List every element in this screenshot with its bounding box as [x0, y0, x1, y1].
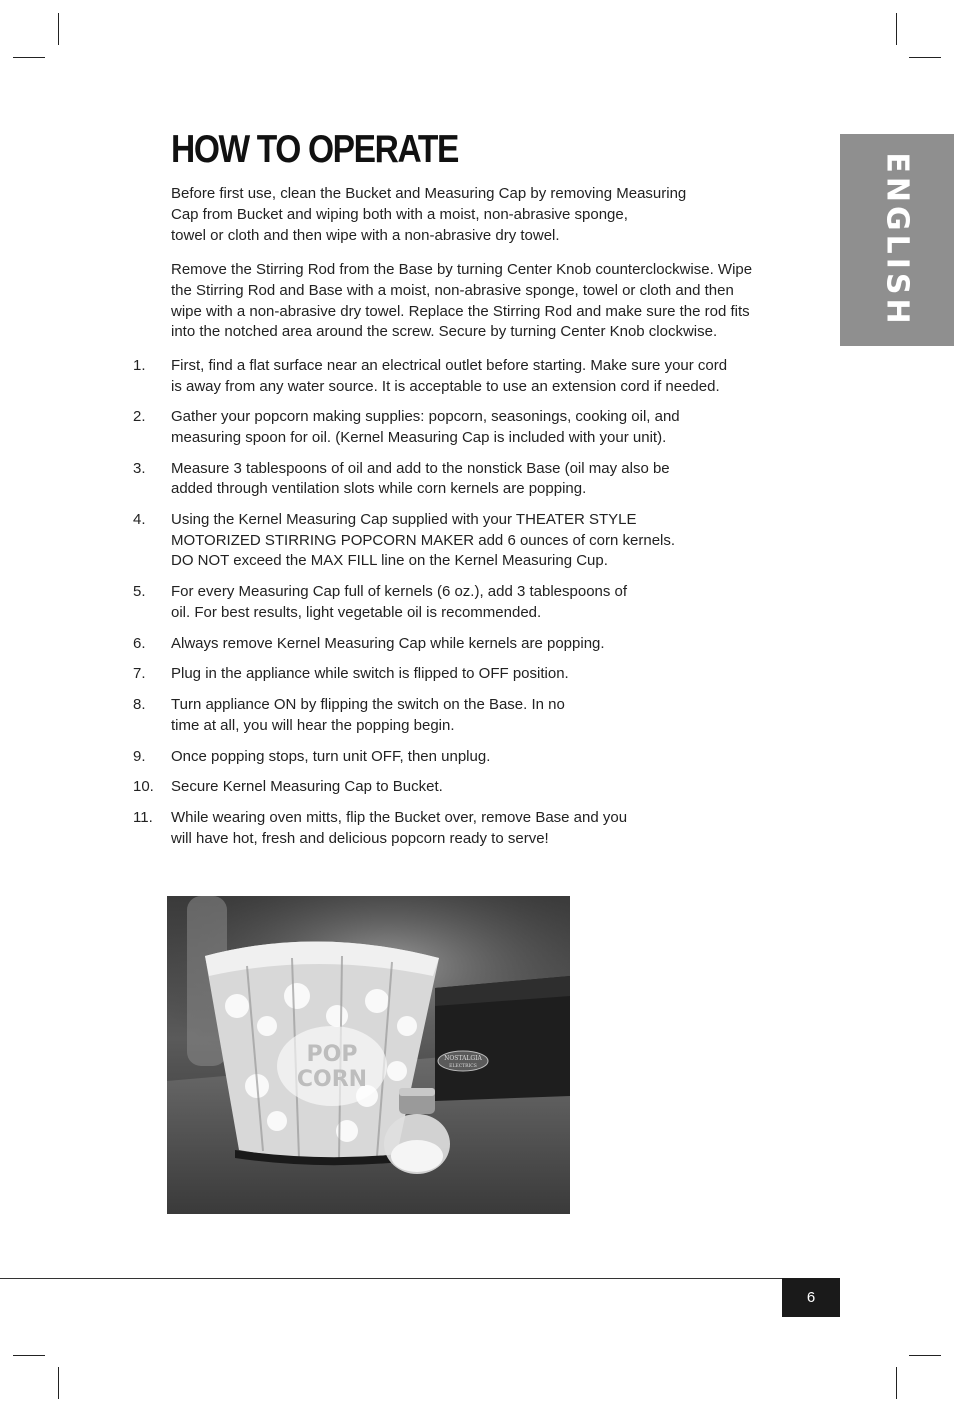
step-number: 10.	[133, 778, 154, 796]
step-text-line: First, find a flat surface near an electrical outlet before starting. Make sure your cord	[171, 357, 728, 374]
paragraph-line: wipe with a non-abrasive dry towel. Replace the Stirring Rod and make sure the rod fits	[171, 302, 750, 320]
step-number: 6.	[133, 634, 146, 652]
step-number: 9.	[133, 747, 146, 765]
step-text-line: Always remove Kernel Measuring Cap while kernels are popping.	[171, 634, 605, 652]
crop-mark	[909, 57, 941, 58]
paragraph-line: into the notched area around the screw. Secure by turning Center Knob clockwise.	[171, 323, 718, 341]
crop-mark	[896, 1367, 897, 1399]
step-text-line: Once popping stops, turn unit OFF, then unplug.	[171, 747, 491, 765]
crop-mark	[13, 1355, 45, 1356]
bucket-logo-text: POP	[306, 1042, 358, 1067]
step-text-line: Plug in the appliance while switch is flipped to OFF position.	[171, 665, 569, 683]
step-text-line: Using the Kernel Measuring Cap supplied with your THEATER STYLE	[171, 511, 637, 529]
page-number: 6	[782, 1278, 840, 1317]
step-number: 1.	[133, 357, 146, 374]
step-text-line: DO NOT exceed the MAX FILL line on the Kernel Measuring Cup.	[171, 552, 608, 570]
step-text-line: will have hot, fresh and delicious popcorn ready to serve!	[171, 829, 549, 847]
bucket-logo-text: CORN	[296, 1067, 368, 1092]
brand-badge-text: ELECTRICS	[449, 1064, 477, 1069]
crop-mark	[909, 1355, 941, 1356]
step-text-line: Turn appliance ON by flipping the switch on the Base. In no	[171, 696, 565, 714]
step-number: 11.	[133, 809, 153, 827]
intro-paragraph-2	[171, 260, 752, 343]
step-text-line: time at all, you will hear the popping begin.	[171, 716, 455, 734]
step-text-line: oil. For best results, light vegetable oil is recommended.	[171, 603, 542, 621]
step-text-line: For every Measuring Cap full of kernels (6 oz.), add 3 tablespoons of	[171, 583, 628, 601]
crop-mark	[896, 13, 897, 45]
product-photo	[167, 896, 570, 1214]
step-text-line: measuring spoon for oil. (Kernel Measuring Cap is included with your unit).	[171, 429, 667, 446]
paragraph-line: Cap from Bucket and wiping both with a moist, non-abrasive sponge,	[171, 205, 628, 223]
step-number: 5.	[133, 583, 146, 601]
footer-rule	[0, 1278, 840, 1279]
crop-mark	[13, 57, 45, 58]
crop-mark	[58, 13, 59, 45]
crop-mark	[58, 1367, 59, 1399]
paragraph-line: towel or cloth and then wipe with a non-abrasive dry towel.	[171, 226, 560, 244]
step-text-line: added through ventilation slots while corn kernels are popping.	[171, 480, 587, 498]
language-tab	[840, 134, 954, 346]
brand-badge-text: NOSTALGIA	[444, 1055, 482, 1062]
step-number: 8.	[133, 696, 146, 714]
step-text-line: Gather your popcorn making supplies: popcorn, seasonings, cooking oil, and	[171, 408, 680, 426]
paragraph-line: Remove the Stirring Rod from the Base by turning Center Knob counterclockwise. Wipe	[171, 261, 753, 278]
step-text-line: is away from any water source. It is acceptable to use an extension cord if needed.	[171, 377, 720, 395]
step-text-line: MOTORIZED STIRRING POPCORN MAKER add 6 ounces of corn kernels.	[171, 531, 676, 549]
step-text-line: Secure Kernel Measuring Cap to Bucket.	[171, 778, 443, 796]
language-tab-label: ENGLISH	[879, 152, 915, 328]
intro-paragraph-1	[171, 184, 686, 246]
paragraph-line: Before first use, clean the Bucket and Measuring Cap by removing Measuring	[171, 185, 687, 202]
page-title: HOW TO OPERATE	[171, 128, 458, 171]
step-number: 2.	[133, 408, 146, 426]
step-text-line: Measure 3 tablespoons of oil and add to the nonstick Base (oil may also be	[171, 459, 670, 477]
step-number: 3.	[133, 459, 146, 477]
step-text-line: While wearing oven mitts, flip the Bucket over, remove Base and you	[171, 809, 628, 827]
paragraph-line: the Stirring Rod and Base with a moist, non-abrasive sponge, towel or cloth and then	[171, 281, 734, 299]
step-number: 7.	[133, 665, 146, 683]
step-number: 4.	[133, 511, 146, 529]
